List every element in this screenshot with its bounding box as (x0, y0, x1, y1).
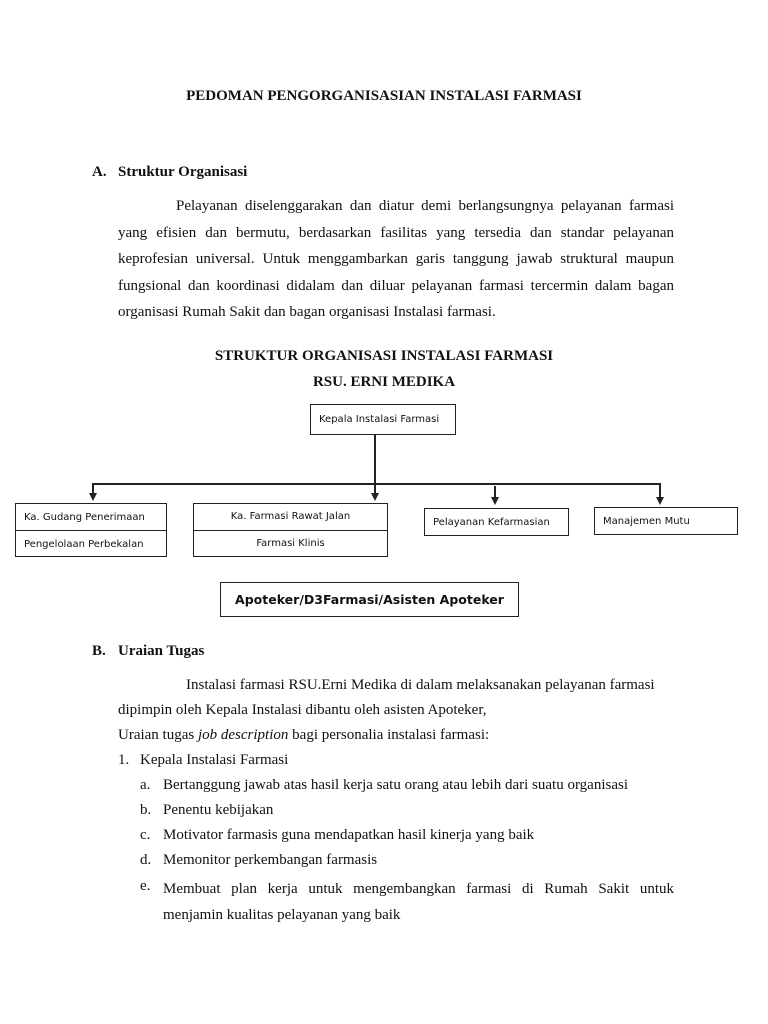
sub-item: Motivator farmasis guna mendapatkan hasil kinerja yang baik (163, 827, 535, 843)
sub-item: Memonitor perkembangan farmasis (163, 852, 378, 868)
list-number: 1. (118, 752, 130, 768)
org-box-apoteker: Apoteker/D3Farmasi/Asisten Apoteker (220, 582, 519, 617)
org-box-gudang (15, 503, 167, 557)
box-label: Pengelolaan Perbekalan (24, 538, 144, 550)
arrow-icon (491, 497, 499, 505)
section-a-heading: Struktur Organisasi (118, 164, 248, 180)
box-label: Ka. Farmasi Rawat Jalan (194, 504, 387, 531)
sub-item: Penentu kebijakan (163, 802, 274, 818)
arrow-icon (371, 493, 379, 501)
paragraph-line: Instalasi farmasi RSU.Erni Medika di dalam melaksanakan pelayanan farmasi (186, 677, 655, 693)
org-head-box: Kepala Instalasi Farmasi (310, 404, 456, 435)
section-a-paragraph: Pelayanan diselenggarakan dan diatur demi berlangsungnya pelayanan farmasi yang efisien dan bermutu, berdasarkan fasilitas yang tersedia dan standar pelayanan keprofesian universal. Untuk menggambarkan garis tanggung jawab struktural maupun fungsional dan koordinasi didalam dan diluar pelayanan farmasi tercermin dalam bagan organisasi Rumah Sakit dan bagan organisasi Instalasi farmasi. (118, 198, 674, 320)
box-label: Ka. Gudang Penerimaan (16, 504, 166, 531)
text: Uraian tugas (118, 727, 198, 743)
sub-item: Membuat plan kerja untuk mengembangkan farmasi di Rumah Sakit untuk menjamin kualitas pelayanan yang baik (163, 881, 674, 923)
org-box-mutu: Manajemen Mutu (594, 507, 738, 535)
paragraph-line: dipimpin oleh Kepala Instalasi dibantu oleh asisten Apoteker, (118, 702, 487, 718)
org-box-pelayanan: Pelayanan Kefarmasian (424, 508, 569, 536)
list-item: Kepala Instalasi Farmasi (140, 752, 289, 768)
box-label: Farmasi Klinis (256, 538, 325, 549)
sub-item-letter: d. (140, 852, 152, 868)
italic-text: job description (197, 727, 289, 743)
sub-item-letter: c. (140, 827, 151, 843)
sub-item: Bertanggung jawab atas hasil kerja satu orang atau lebih dari suatu organisasi (163, 777, 628, 793)
sub-item-letter: b. (140, 802, 152, 818)
section-b-label: B. (92, 643, 106, 659)
paragraph-line (118, 725, 489, 745)
sub-item-letter: e. (140, 878, 151, 894)
arrow-icon (89, 493, 97, 501)
connector-line (92, 483, 94, 493)
sub-item-letter: a. (140, 777, 151, 793)
document-title: PEDOMAN PENGORGANISASIAN INSTALASI FARMASI (186, 88, 582, 104)
connector-line (92, 483, 660, 485)
section-b-heading: Uraian Tugas (118, 643, 205, 659)
text: bagi personalia instalasi farmasi: (288, 727, 490, 743)
arrow-icon (656, 497, 664, 505)
connector-line (659, 483, 661, 497)
chart-title: STRUKTUR ORGANISASI INSTALASI FARMASI (214, 348, 554, 364)
chart-subtitle: RSU. ERNI MEDIKA (312, 374, 456, 390)
section-a-label: A. (92, 164, 107, 180)
org-box-rawat-jalan (193, 503, 388, 557)
